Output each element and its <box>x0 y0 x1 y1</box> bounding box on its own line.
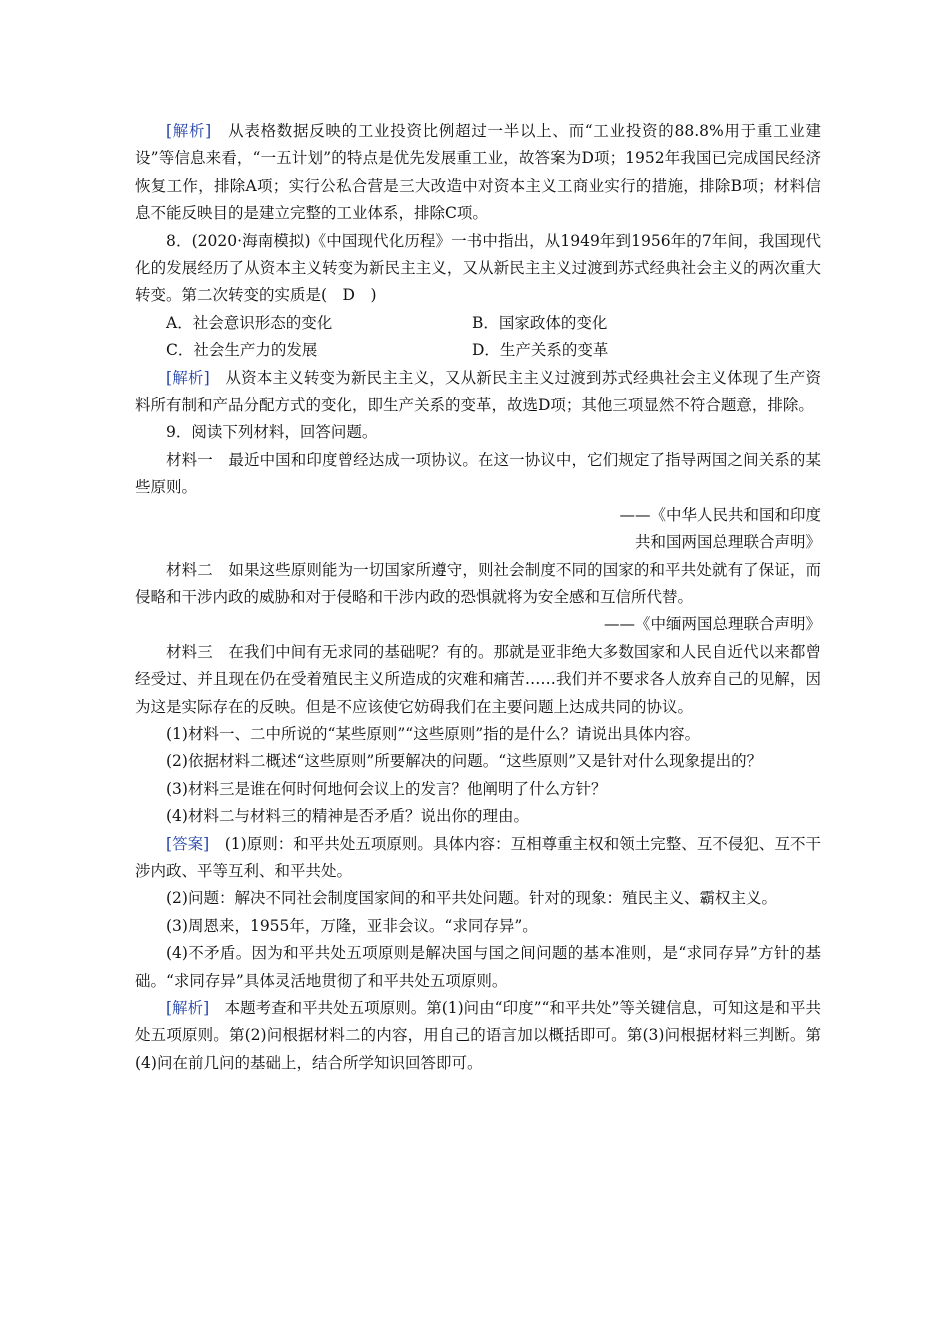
q9-question-3: (3)材料三是谁在何时何地何会议上的发言？他阐明了什么方针？ <box>166 779 607 798</box>
q9-material-3: 材料三 在我们中间有无求同的基础呢？有的。那就是亚非绝大多数国家和人民自近代以来都曾经受过、并且现在仍在受着殖民主义所造成的灾难和痛苦……我们并不要求各人放弃自己的见解，因为这是实际存在的反映。但是不应该使它妨碍我们在主要问题上达成共同的协议。 <box>135 642 821 716</box>
q9-material-1-source <box>135 502 821 557</box>
answer-tag: [答案] <box>166 834 210 853</box>
q8-option-b: B．国家政体的变化 <box>472 313 608 332</box>
analysis-tag: [解析] <box>166 368 210 387</box>
q9-answer-3: (3)周恩来，1955年，万隆，亚非会议。“求同存异”。 <box>166 916 538 935</box>
q9-question-1: (1)材料一、二中所说的“某些原则”“这些原则”指的是什么？请说出具体内容。 <box>166 724 701 743</box>
q9-answer-1 <box>135 831 821 886</box>
q8-option-a: A．社会意识形态的变化 <box>166 313 333 332</box>
analysis-text: 从表格数据反映的工业投资比例超过一半以上、而“工业投资的88.8%用于重工业建设”等信息来看，“一五计划”的特点是优先发展重工业，故答案为D项；1952年我国已完成国民经济恢复工作，排除A项；实行公私合营是三大改造中对资本主义工商业实行的措施，排除B项；材料信息不能反映目的是建立完整的工业体系，排除C项。 <box>135 122 821 223</box>
analysis-tag: [解析] <box>166 999 210 1017</box>
q8-options-row-2 <box>135 337 821 364</box>
analysis-text: 从资本主义转变为新民主主义，又从新民主主义过渡到苏式经典社会主义体现了生产资料所有制和产品分配方式的变化，即生产关系的变革，故选D项；其他三项显然不符合题意，排除。 <box>135 368 821 415</box>
answer-text: (1)原则：和平共处五项原则。具体内容：互相尊重主权和领土完整、互不侵犯、互不干涉内政、平等互利、和平共处。 <box>135 834 821 880</box>
q9-analysis <box>135 995 821 1077</box>
q7-analysis <box>135 118 821 228</box>
q9-material-1: 材料一 最近中国和印度曾经达成一项协议。在这一协议中，它们规定了指导两国之间关系的某些原则。 <box>135 450 821 497</box>
document-page <box>135 118 821 1077</box>
q8-options-row-1 <box>135 310 821 337</box>
q9-answer-4: (4)不矛盾。因为和平共处五项原则是解决国与国之间问题的基本准则，是“求同存异”方针的基础。“求同存异”具体灵活地贯彻了和平共处五项原则。 <box>135 944 821 990</box>
source-line-2: 共和国两国总理联合声明》 <box>634 533 821 552</box>
q9-material-2: 材料二 如果这些原则能为一切国家所遵守，则社会制度不同的国家的和平共处就有了保证，而侵略和干涉内政的威胁和对于侵略和干涉内政的恐惧就将为安全感和互信所代替。 <box>135 560 821 606</box>
q9-material-2-source: ——《中缅两国总理联合声明》 <box>603 615 821 634</box>
analysis-text: 本题考查和平共处五项原则。第(1)问由“印度”“和平共处”等关键信息，可知这是和平共处五项原则。第(2)问根据材料二的内容，用自己的语言加以概括即可。第(3)问根据材料三判断。第(4)问在前几问的基础上，结合所学知识回答即可。 <box>135 999 821 1072</box>
source-line-1: ——《中华人民共和国和印度 <box>619 505 821 524</box>
analysis-tag: [解析] <box>166 122 212 140</box>
q8-analysis <box>135 365 821 420</box>
q9-question-4: (4)材料二与材料三的精神是否矛盾？说出你的理由。 <box>166 807 529 826</box>
q8-option-d: D．生产关系的变革 <box>472 341 609 360</box>
q9-question-2: (2)依据材料二概述“这些原则”所要解决的问题。“这些原则”又是针对什么现象提出的？ <box>166 752 763 771</box>
q8-option-c: C．社会生产力的发展 <box>166 341 318 360</box>
q9-answer-2: (2)问题：解决不同社会制度国家间的和平共处问题。针对的现象：殖民主义、霸权主义。 <box>166 889 777 908</box>
q9-stem: 9．阅读下列材料，回答问题。 <box>166 423 378 442</box>
q8-stem: 8．(2020·海南模拟)《中国现代化历程》一书中指出，从1949年到1956年的7年间，我国现代化的发展经历了从资本主义转变为新民主主义，又从新民主主义过渡到苏式经典社会主义的两次重大转变。第二次转变的实质是( D ) <box>135 231 821 305</box>
